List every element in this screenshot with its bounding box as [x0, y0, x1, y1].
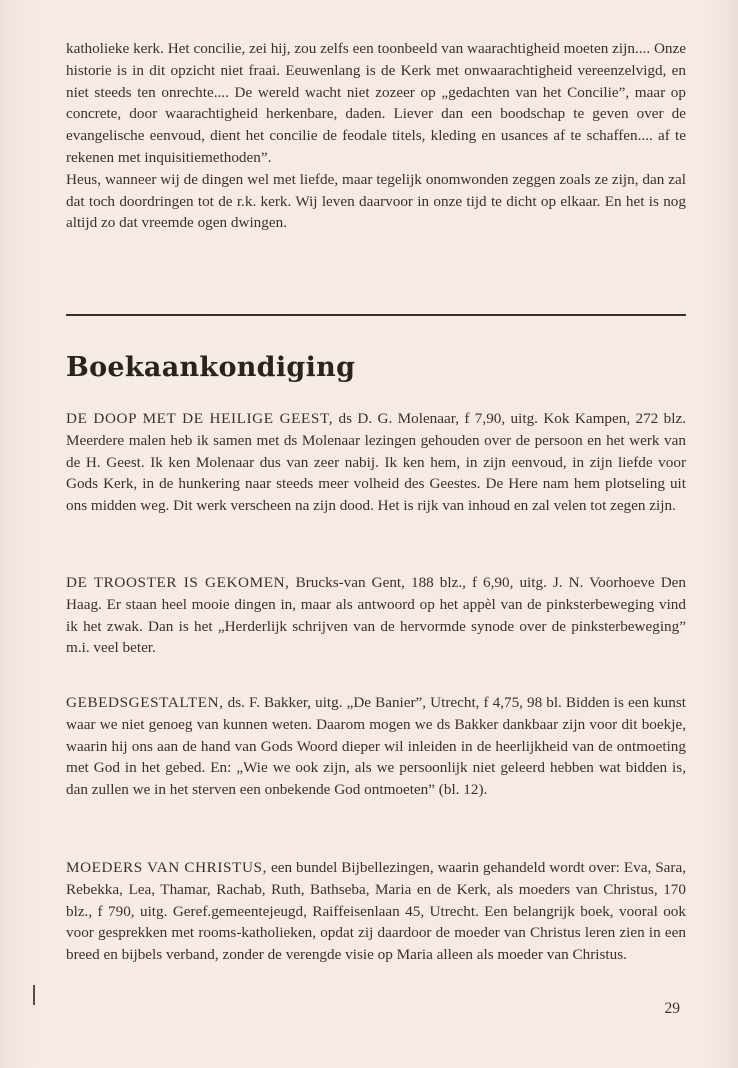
- section-divider: [66, 314, 686, 316]
- review-title: MOEDERS VAN CHRISTUS,: [66, 859, 267, 876]
- page-number: 29: [664, 1000, 680, 1017]
- review-item: [66, 692, 686, 801]
- intro-paragraph-2: Heus, wanneer wij de dingen wel met liefde, maar tegelijk onomwonden zeggen zoals ze zijn, dan zal dat toch doordringen tot de r.k. kerk. Wij leven daarvoor in onze tijd te dicht op elkaar. En het is nog altijd zo dat vreemde ogen dwingen.: [66, 170, 686, 232]
- intro-text: [66, 38, 686, 234]
- review-item: [66, 572, 686, 659]
- review-title: DE TROOSTER IS GEKOMEN,: [66, 574, 290, 591]
- intro-paragraph-1: katholieke kerk. Het concilie, zei hij, zou zelfs een toonbeeld van waarachtigheid moeten zijn.... Onze historie is in dit opzicht niet fraai. Eeuwenlang is de Kerk met onwaarachtigheid vereenzelvigd, en niet steeds ten onrechte.... De wereld wacht niet zozeer op „gedachten van het Concilie”, maar op concrete, door waarachtigheid herkenbare, daden. Liever dan een boodschap te geven over de evangelische eenvoud, dient het concilie de feodale titels, kleding en usances af te schaffen.... af te rekenen met inquisitiemethoden”.: [66, 40, 686, 166]
- review-title: GEBEDSGESTALTEN,: [66, 694, 224, 711]
- section-heading: Boekaankondiging: [66, 352, 356, 383]
- page-edge-shadow: [724, 0, 738, 1068]
- review-item: [66, 857, 686, 966]
- review-text: ds. F. Bakker, uitg. „De Banier”, Utrecht, f 4,75, 98 bl. Bidden is een kunst waar we niet genoeg van kunnen weten. Daarom mogen we ds Bakker dankbaar zijn voor dit boekje, waarin hij ons aan de hand van Gods Woord dieper wil inleiden in de heerlijkheid van de ontmoeting met God in het gebed. En: „Wie we ook zijn, als we persoonlijk niet geleerd hebben wat bidden is, dan zullen we in het sterven een onbekende God ontmoeten” (bl. 12).: [66, 694, 686, 799]
- review-title: DE DOOP MET DE HEILIGE GEEST,: [66, 410, 334, 427]
- review-text: Brucks-van Gent, 188 blz., f 6,90, uitg. J. N. Voorhoeve Den Haag. Er staan heel mooie dingen in, maar als antwoord op het appèl van de pinksterbeweging vind ik het zwak. Dan is het „Herderlijk schrijven van de hervormde synode over de pinksterbeweging” m.i. veel beter.: [66, 574, 686, 657]
- margin-mark: [33, 985, 35, 1005]
- review-text: een bundel Bijbellezingen, waarin gehandeld wordt over: Eva, Sara, Rebekka, Lea, Thamar, Rachab, Ruth, Bathseba, Maria en de Kerk, als moeders van Christus, 170 blz., f 790, uitg. Geref.gemeentejeugd, Raiffeisenlaan 45, Utrecht. Een belangrijk boek, vooral ook voor gesprekken met rooms-katholieken, opdat zij daardoor de moeder van Christus leren zien in een breed en bijbels verband, zonder de verengde visie op Maria alleen als moeder van Christus.: [66, 859, 687, 964]
- review-item: [66, 408, 686, 517]
- review-text: ds D. G. Molenaar, f 7,90, uitg. Kok Kampen, 272 blz. Meerdere malen heb ik samen met ds Molenaar lezingen gehouden over de persoon en het werk van de H. Geest. Ik ken Molenaar dus van zeer nabij. Ik ken hem, in zijn eenvoud, in zijn liefde voor Gods Kerk, in de hunkering naar steeds meer volheid des Geestes. De Here nam hem plotseling uit ons midden weg. Dit werk verscheen na zijn dood. Het is rijk van inhoud en zal velen tot zegen zijn.: [66, 410, 686, 515]
